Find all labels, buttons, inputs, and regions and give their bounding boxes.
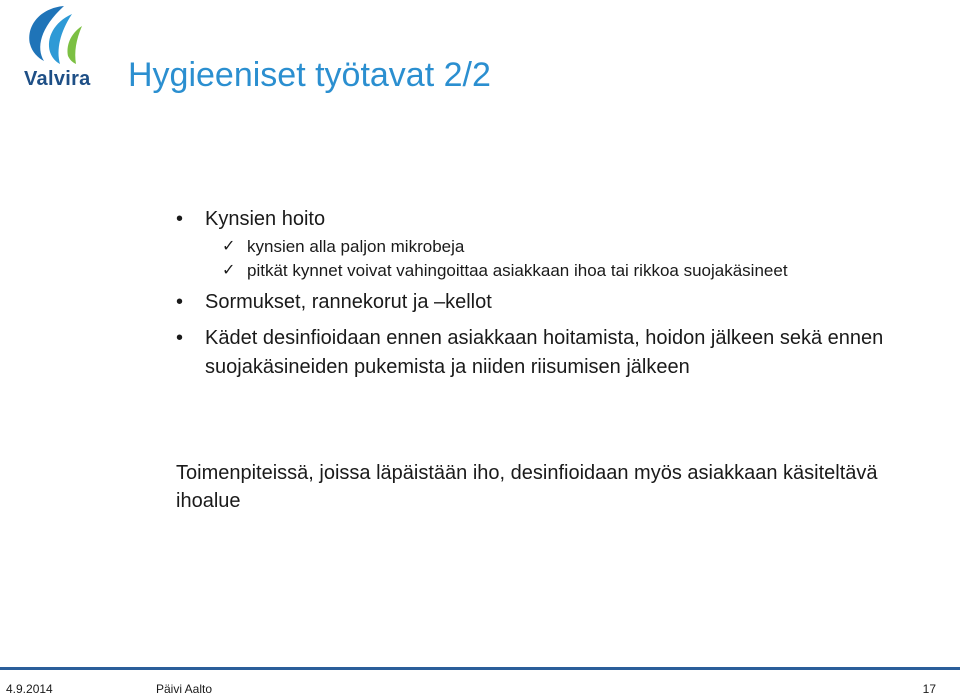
logo-text: Valvira — [24, 68, 91, 90]
footer-author: Päivi Aalto — [156, 682, 213, 696]
bullet-icon: • — [176, 327, 184, 349]
body-paragraph: Toimenpiteissä, joissa läpäistään iho, desinfioidaan myös asiakkaan käsiteltävä ihoalue — [176, 462, 878, 512]
checkmark-icon: ✓ — [222, 262, 236, 279]
checkmark-icon: ✓ — [222, 238, 236, 255]
sub-bullet-text: kynsien alla paljon mikrobeja — [247, 237, 465, 256]
bullet-item — [176, 206, 936, 232]
footer-date: 4.9.2014 — [6, 682, 53, 696]
bullet-item — [176, 324, 936, 382]
bullet-item — [176, 289, 936, 315]
valvira-logo — [20, 4, 94, 94]
slide-title: Hygieeniset työtavat 2/2 — [128, 56, 491, 94]
page-number: 17 — [922, 682, 936, 696]
bullet-icon: • — [176, 291, 184, 313]
footer — [0, 667, 960, 695]
bullet-text: Kynsien hoito — [205, 208, 326, 230]
logo-mark-icon — [20, 4, 94, 66]
bullet-icon: • — [176, 208, 184, 230]
bullet-list — [176, 206, 936, 391]
sub-bullet-item — [176, 235, 936, 259]
sub-bullet-text: pitkät kynnet voivat vahingoittaa asiakkaan ihoa tai rikkoa suojakäsineet — [247, 261, 788, 280]
bullet-text: Kädet desinfioidaan ennen asiakkaan hoitamista, hoidon jälkeen sekä ennen suojakäsineiden pukemista ja niiden riisumisen jälkeen — [205, 327, 884, 378]
sub-bullet-item — [176, 259, 867, 283]
bullet-text: Sormukset, rannekorut ja –kellot — [205, 291, 492, 313]
